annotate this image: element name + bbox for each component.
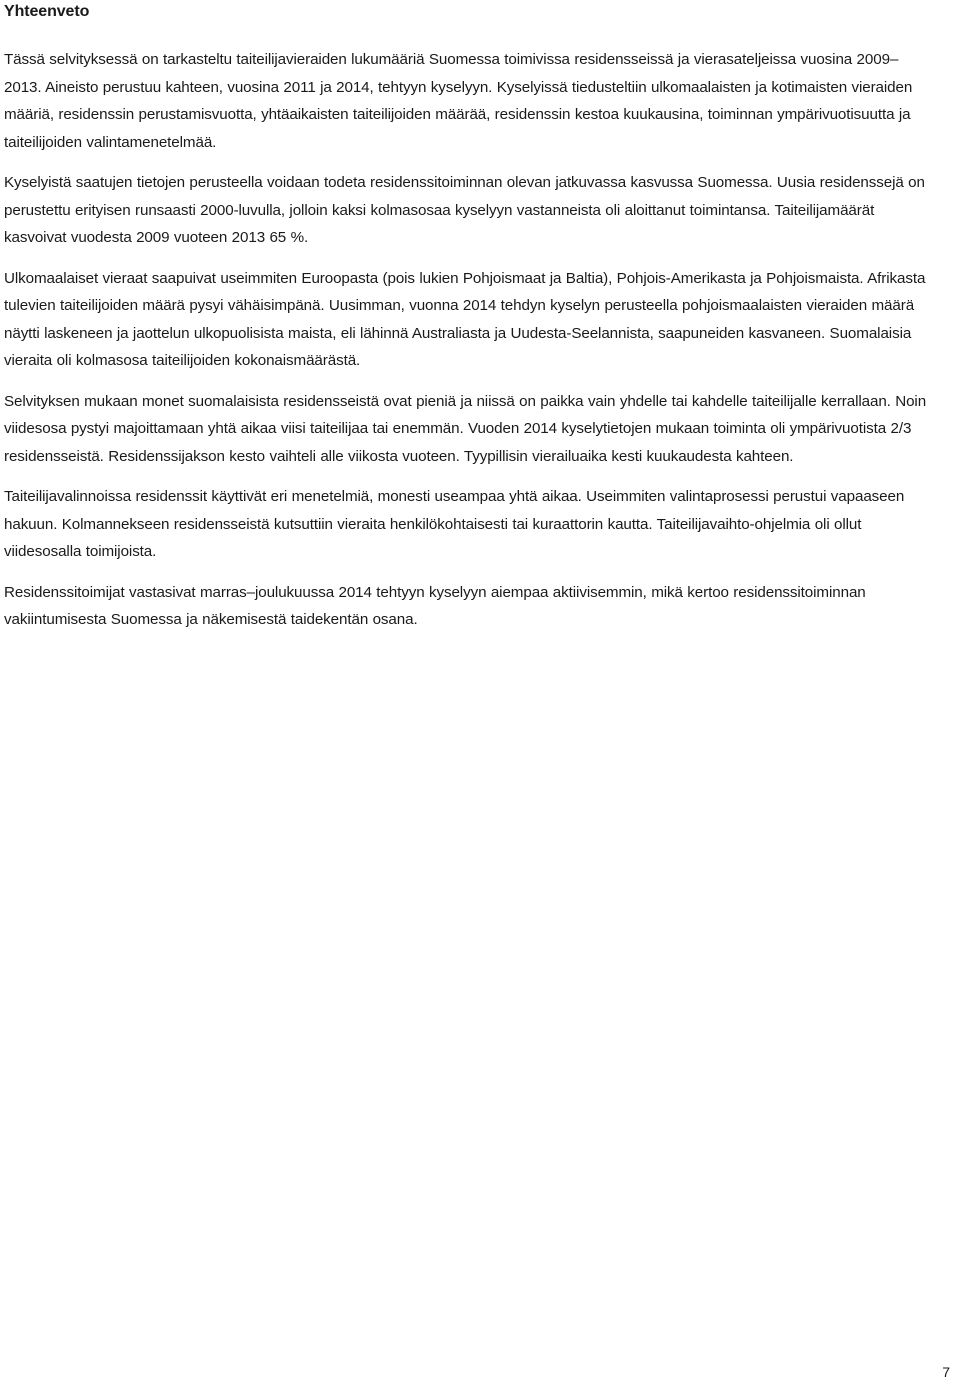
paragraph-3: Ulkomaalaiset vieraat saapuivat useimmiten Euroopasta (pois lukien Pohjoismaat ja Baltia), Pohjois-Amerikasta ja Pohjoismaista. Afrikasta tulevien taiteilijoiden määrä pysyi vähäisimpänä. Uusimman, vuonna 2014 tehdyn kyselyn perusteella pohjoismaalaisten vieraiden määrä näytti laskeneen ja jaottelun ulkopuolisista maista, eli lähinnä Australiasta ja Uudesta-Seelannista, saapuneiden kasvaneen. Suomalaisia vieraita oli kolmasosa taiteilijoiden kokonaismäärästä.: [4, 269, 926, 369]
paragraph-5: Taiteilijavalinnoissa residenssit käyttivät eri menetelmiä, monesti useampaa yhtä aikaa. Useimmiten valintaprosessi perustui vapaaseen hakuun. Kolmannekseen residensseistä kutsuttiin vieraita henkilökohtaisesti tai kuraattorin kautta. Taiteilijavaihto-ohjelmia oli ollut viidesosalla toimijoista.: [4, 488, 905, 560]
paragraph-2: Kyselyistä saatujen tietojen perusteella voidaan todeta residenssitoiminnan olevan jatkuvassa kasvussa Suomessa. Uusia residenssejä on perustettu erityisen runsaasti 2000-luvulla, jolloin kaksi kolmasosaa kyselyyn vastanneista oli aloittanut toimintansa. Taiteilijamäärät kasvoivat vuodesta 2009 vuoteen 2013 65 %.: [4, 174, 925, 246]
paragraph-6: Residenssitoimijat vastasivat marras–joulukuussa 2014 tehtyyn kyselyyn aiempaa aktiivisemmin, mikä kertoo residenssitoiminnan vakiintumisesta Suomessa ja näkemisestä taidekentän osana.: [4, 583, 866, 628]
paragraph-4: Selvityksen mukaan monet suomalaisista residensseistä ovat pieniä ja niissä on paikka vain yhdelle tai kahdelle taiteilijalle kerrallaan. Noin viidesosa pystyi majoittamaan yhtä aikaa viisi taiteilijaa tai enemmän. Vuoden 2014 kyselytietojen mukaan toiminta oli ympärivuotista 2/3 residensseistä. Residenssijakson kesto vaihteli alle viikosta vuoteen. Tyypillisin vierailuaika kesti kuukaudesta kahteen.: [4, 392, 927, 465]
page-number: 7: [942, 1364, 950, 1380]
summary-body: [4, 46, 932, 634]
paragraph-1: Tässä selvityksessä on tarkasteltu taiteilijavieraiden lukumääriä Suomessa toimivissa residensseissä ja vierasateljeissa vuosina 2009–2013. Aineisto perustuu kahteen, vuosina 2011 ja 2014, tehtyyn kyselyyn. Kyselyissä tiedusteltiin ulkomaalaisten ja kotimaisten vieraiden määriä, residenssin perustamisvuotta, yhtäaikaisten taiteilijoiden määrää, residenssin kestoa kuukausina, toiminnan ympärivuotisuutta ja taiteilijoiden valintamenetelmää.: [4, 51, 913, 151]
section-heading: Yhteenveto: [4, 3, 90, 20]
